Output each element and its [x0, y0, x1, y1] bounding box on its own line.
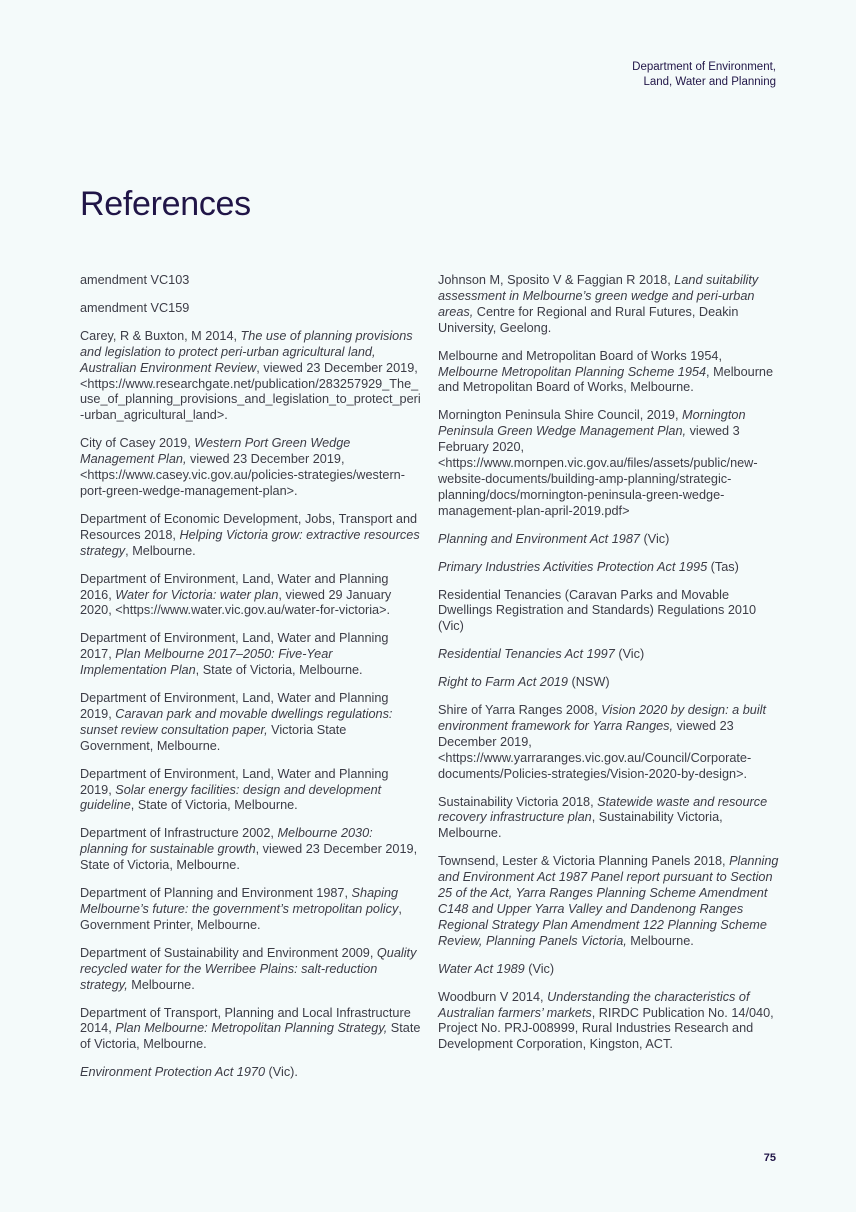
reference-title: Right to Farm Act 2019 [438, 675, 568, 690]
reference-post: viewed 3 February 2020, <https://www.mornpen.vic.gov.au/files/assets/public/new-website-documents/building-amp-planning/strategic-planning/docs/mornington-peninsula-green-wedge-management-plan-april-2019.pdf> [438, 424, 758, 518]
page-title: References [80, 185, 251, 223]
references-left-column [80, 273, 422, 1093]
reference-title: Understanding the characteristics of Australian farmers’ markets [438, 989, 750, 1020]
reference-entry [438, 675, 780, 691]
reference-post: , Government Printer, Melbourne. [80, 902, 402, 932]
reference-entry [438, 349, 780, 397]
reference-entry [80, 1065, 422, 1081]
department-name-line1: Department of Environment, [632, 61, 776, 73]
reference-post: , State of Victoria, Melbourne. [130, 798, 298, 813]
reference-post: Melbourne. [626, 933, 694, 948]
reference-title: Residential Tenancies Act 1997 [438, 647, 615, 662]
reference-title: The use of planning provisions and legislation to protect peri-urban agricultural land, Australian Environment Review [80, 328, 413, 375]
reference-entry [438, 703, 780, 783]
reference-entry [438, 795, 780, 843]
reference-pre: amendment VC159 [80, 300, 190, 315]
reference-pre: Sustainability Victoria 2018, [438, 794, 598, 809]
reference-entry [438, 962, 780, 978]
department-name-line2: Land, Water and Planning [643, 76, 776, 88]
reference-pre: Department of Environment, Land, Water and Planning 2016, [80, 571, 389, 602]
reference-title: Mornington Peninsula Green Wedge Management Plan, [438, 408, 746, 439]
page-number: 75 [763, 1152, 776, 1164]
reference-title: Solar energy facilities: design and development guideline [80, 782, 382, 813]
reference-title: Vision 2020 by design: a built environment framework for Yarra Ranges, [438, 703, 766, 733]
reference-pre: City of Casey 2019, [80, 436, 195, 451]
reference-title: Planning and Environment Act 1987 [438, 531, 640, 546]
reference-pre: Department of Transport, Planning and Local Infrastructure 2014, [80, 1005, 411, 1036]
reference-post: (Vic). [265, 1065, 298, 1080]
reference-entry [438, 588, 780, 636]
reference-entry [80, 273, 422, 289]
reference-entry [438, 854, 780, 949]
reference-title: Helping Victoria grow: extractive resources strategy [80, 527, 420, 558]
reference-title: Statewide waste and resource recovery infrastructure plan [438, 794, 768, 825]
reference-pre: Mornington Peninsula Shire Council, 2019, [438, 408, 683, 423]
reference-post: viewed 23 December 2019, <https://www.casey.vic.gov.au/policies-strategies/western-port-green-wedge-management-plan>. [80, 452, 405, 498]
reference-title: Caravan park and movable dwellings regulations: sunset review consultation paper, [80, 706, 393, 737]
reference-post: , Melbourne and Metropolitan Board of Works, Melbourne. [438, 364, 774, 395]
reference-pre: Melbourne and Metropolitan Board of Works 1954, [438, 348, 722, 363]
reference-post: , State of Victoria, Melbourne. [195, 663, 363, 678]
reference-pre: Department of Economic Development, Jobs, Transport and Resources 2018, [80, 511, 418, 542]
reference-pre: Townsend, Lester & Victoria Planning Panels 2018, [438, 854, 730, 869]
reference-post: (Vic) [639, 531, 670, 546]
reference-pre: Department of Environment, Land, Water and Planning 2019, [80, 766, 389, 797]
reference-entry [80, 436, 422, 500]
reference-post: (Tas) [707, 559, 739, 574]
reference-post: viewed 23 December 2019, <https://www.yarraranges.vic.gov.au/Council/Corporate-documents/Policies-strategies/Vision-2020-by-design>. [438, 718, 752, 781]
reference-post: , Melbourne. [125, 543, 196, 558]
reference-pre: Department of Environment, Land, Water and Planning 2019, [80, 691, 389, 721]
reference-post: Centre for Regional and Rural Futures, Deakin University, Geelong. [438, 304, 739, 335]
reference-title: Melbourne Metropolitan Planning Scheme 1954 [438, 364, 707, 379]
reference-entry [80, 886, 422, 934]
reference-title: Western Port Green Wedge Management Plan, [80, 436, 351, 467]
reference-post: (Vic) [524, 961, 555, 976]
reference-entry [80, 512, 422, 560]
reference-entry [438, 532, 780, 548]
reference-title: Water Act 1989 [438, 961, 525, 976]
reference-entry [438, 273, 780, 337]
reference-pre: amendment VC103 [80, 273, 190, 287]
reference-title: Primary Industries Activities Protection Act 1995 [438, 559, 708, 574]
reference-pre: Department of Environment, Land, Water and Planning 2017, [80, 631, 389, 662]
reference-post: , viewed 23 December 2019, State of Victoria, Melbourne. [80, 842, 418, 873]
reference-post: Victoria State Government, Melbourne. [80, 722, 347, 753]
reference-entry [80, 1006, 422, 1054]
reference-pre: Carey, R & Buxton, M 2014, [80, 328, 241, 343]
reference-entry [80, 572, 422, 620]
reference-post: (Vic) [614, 647, 645, 662]
reference-post: , viewed 29 January 2020, <https://www.water.vic.gov.au/water-for-victoria>. [80, 587, 392, 618]
reference-entry [438, 990, 780, 1054]
reference-entry [80, 946, 422, 994]
reference-post: Melbourne. [127, 977, 195, 992]
reference-post: (NSW) [568, 675, 610, 690]
reference-entry [80, 329, 422, 424]
reference-title: Plan Melbourne: Metropolitan Planning Strategy, [115, 1021, 388, 1036]
reference-title: Plan Melbourne 2017–2050: Five-Year Implementation Plan [80, 647, 333, 678]
reference-entry [438, 560, 780, 576]
reference-entry [80, 691, 422, 755]
reference-entry [80, 767, 422, 815]
reference-post: State of Victoria, Melbourne. [80, 1021, 421, 1052]
reference-title: Shaping Melbourne’s future: the government’s metropolitan policy [80, 886, 399, 916]
reference-title: Planning and Environment Act 1987 Panel report pursuant to Section 25 of the Act, Yarra Ranges Planning Scheme Amendment C148 and Upper Yarra Valley and Dandenong Ranges Regional Strategy Plan Amendment 122 Planning Scheme Review, Planning Panels Victoria, [438, 854, 779, 948]
reference-title: Environment Protection Act 1970 [80, 1065, 266, 1080]
reference-title: Quality recycled water for the Werribee Plains: salt-reduction strategy, [80, 945, 417, 992]
reference-entry [438, 408, 780, 519]
reference-post: , viewed 23 December 2019, <https://www.researchgate.net/publication/283257929_The_use_of_planning_provisions_and_legislation_to_protect_peri-urban_agricultural_land>. [80, 360, 421, 423]
reference-title: Water for Victoria: water plan [115, 587, 279, 602]
reference-entry [80, 631, 422, 679]
reference-pre: Department of Infrastructure 2002, [80, 826, 278, 841]
references-right-column [438, 273, 780, 1065]
reference-pre: Johnson M, Sposito V & Faggian R 2018, [438, 273, 675, 287]
department-header [632, 60, 776, 90]
reference-title: Land suitability assessment in Melbourne’s green wedge and peri-urban areas, [438, 273, 759, 319]
reference-pre: Woodburn V 2014, [438, 989, 548, 1004]
reference-post: , Sustainability Victoria, Melbourne. [438, 810, 723, 841]
reference-pre: Department of Sustainability and Environment 2009, [80, 945, 377, 960]
reference-pre: Shire of Yarra Ranges 2008, [438, 703, 602, 718]
reference-entry [80, 301, 422, 317]
reference-pre: Residential Tenancies (Caravan Parks and Movable Dwellings Registration and Standards) Regulations 2010 (Vic) [438, 587, 757, 634]
reference-entry [80, 826, 422, 874]
reference-entry [438, 647, 780, 663]
reference-pre: Department of Planning and Environment 1987, [80, 886, 352, 901]
reference-title: Melbourne 2030: planning for sustainable growth [80, 826, 373, 857]
reference-post: , RIRDC Publication No. 14/040, Project No. PRJ-008999, Rural Industries Research and Development Corporation, Kingston, ACT. [438, 1005, 774, 1052]
